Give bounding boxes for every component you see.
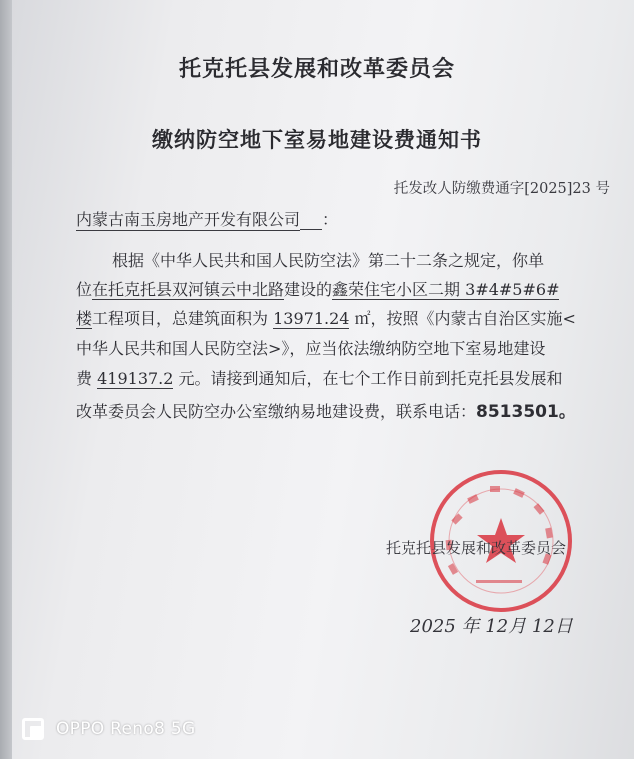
document-title: 缴纳防空地下室易地建设费通知书: [152, 128, 482, 152]
body-text: 费: [76, 369, 98, 388]
fee-amount: 419137.2: [97, 369, 174, 388]
project-name: 鑫荣住宅小区二期 3#4#5#6#: [332, 280, 560, 299]
signature-organization: 托克托县发展和改革委员会: [386, 539, 567, 557]
body-line-2: [76, 277, 559, 300]
body-line-4: 中华人民共和国人民防空法>》，应当依法缴纳防空地下室易地建设: [76, 339, 546, 358]
handwritten-date: 2025 年 12月 12日: [410, 616, 573, 637]
recipient-colon: ：: [322, 210, 339, 229]
document-number: 托发改人防缴费通字[2025]23 号: [393, 181, 610, 197]
body-line-1: 根据《中华人民共和国人民防空法》第二十二条之规定，你单: [112, 251, 545, 270]
camera-watermark-icon: [22, 718, 44, 740]
project-name-suffix: 楼: [76, 309, 93, 328]
body-line-6: [76, 397, 576, 422]
body-line-3: [76, 306, 576, 329]
building-area: 13971.24: [273, 309, 350, 328]
body-text: 元。请接到通知后，在七个工作日前到托克托县发展和: [173, 369, 563, 388]
camera-watermark: [22, 712, 195, 746]
recipient-name: 内蒙古南玉房地产开发有限公司: [76, 210, 301, 229]
body-text: 改革委员会人民防空办公室缴纳易地建设费，联系电话：: [76, 402, 477, 421]
project-location: 在托克托县双河镇云中北路: [92, 280, 285, 299]
body-text: 位: [76, 280, 93, 299]
body-text: 建设的: [284, 280, 333, 299]
body-line-5: [76, 366, 563, 389]
camera-watermark-text: OPPO Reno8 5G: [56, 719, 196, 739]
body-text: 工程项目，总建筑面积为: [92, 309, 274, 328]
issuer-title: 托克托县发展和改革委员会: [178, 57, 455, 82]
recipient-line: [76, 207, 338, 230]
body-text: ㎡，按照《内蒙古自治区实施<: [349, 309, 576, 328]
contact-phone: 8513501。: [476, 402, 576, 422]
